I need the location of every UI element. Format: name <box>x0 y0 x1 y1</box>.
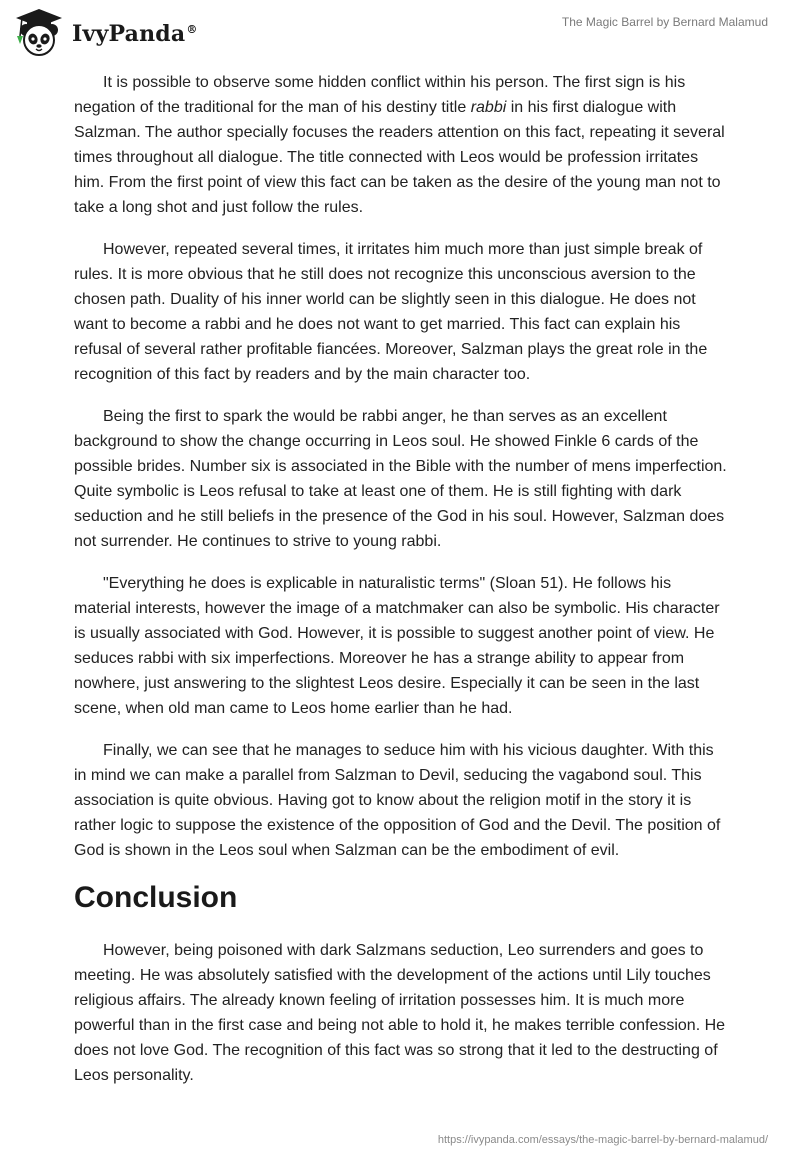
paragraph-4: "Everything he does is explicable in naturalistic terms" (Sloan 51). He follows his material interests, however the image of a matchmaker can also be symbolic. His character is usually associated with God. However, it is possible to suggest another point of view. He seduces rabbi with six imperfections. Moreover he has a strange ability to appear from nowhere, just answering to the slightest Leos desire. Especially it can be seen in the last scene, when old man came to Leos home earlier than he had. <box>74 575 720 717</box>
ivypanda-logo[interactable] <box>12 6 198 58</box>
section-heading-conclusion: Conclusion <box>74 881 238 914</box>
panda-graduate-icon <box>12 6 66 58</box>
brand-name: IvyPanda® <box>72 21 198 47</box>
paragraph-2: However, repeated several times, it irritates him much more than just simple break of rules. It is more obvious that he still does not recognize this unconscious aversion to the chosen path. Duality of his inner world can be slightly seen in this dialogue. He does not want to become a rabbi and he does not want to get married. This fact can explain his refusal of several rather profitable fiancées. Moreover, Salzman plays the great role in the recognition of this fact by readers and by the main character too. <box>74 241 708 383</box>
document-title: The Magic Barrel by Bernard Malamud <box>561 15 768 29</box>
paragraph-1: It is possible to observe some hidden conflict within his person. The first sign is his negation of the traditional for the man of his destiny title rabbi in his first dialogue with Salzman. The author specially focuses the readers attention on this fact, repeating it several times throughout all dialogue. The title connected with Leos would be profession irritates him. From the first point of view this fact can be taken as the desire of the young man not to take a long shot and just follow the rules. <box>74 74 725 216</box>
essay-body <box>74 70 728 1105</box>
page-header <box>0 0 800 60</box>
paragraph-6: However, being poisoned with dark Salzmans seduction, Leo surrenders and goes to meeting. He was absolutely satisfied with the development of the actions until Lily touches religious affairs. The already known feeling of irritation possesses him. It is much more powerful than in the first case and being not able to hold it, he makes terrible confession. He does not love God. The recognition of this fact was so strong that it led to the destructing of Leos personality. <box>74 942 726 1084</box>
paragraph-3: Being the first to spark the would be rabbi anger, he than serves as an excellent background to show the change occurring in Leos soul. He showed Finkle 6 cards of the possible brides. Number six is associated in the Bible with the number of mens imperfection. Quite symbolic is Leos refusal to take at least one of them. He is still fighting with dark seduction and he still beliefs in the presence of the God in his soul. However, Salzman does not surrender. He continues to strive to young rabbi. <box>74 408 727 550</box>
source-url[interactable]: https://ivypanda.com/essays/the-magic-barrel-by-bernard-malamud/ <box>437 1134 768 1146</box>
emphasis-rabbi: rabbi <box>470 99 507 116</box>
paragraph-5: Finally, we can see that he manages to seduce him with his vicious daughter. With this in mind we can make a parallel from Salzman to Devil, seducing the vagabond soul. This association is quite obvious. Having got to know about the religion motif in the story it is rather logic to suppose the existence of the opposition of God and the Devil. The position of God is shown in the Leos soul when Salzman can be the embodiment of evil. <box>74 742 721 859</box>
